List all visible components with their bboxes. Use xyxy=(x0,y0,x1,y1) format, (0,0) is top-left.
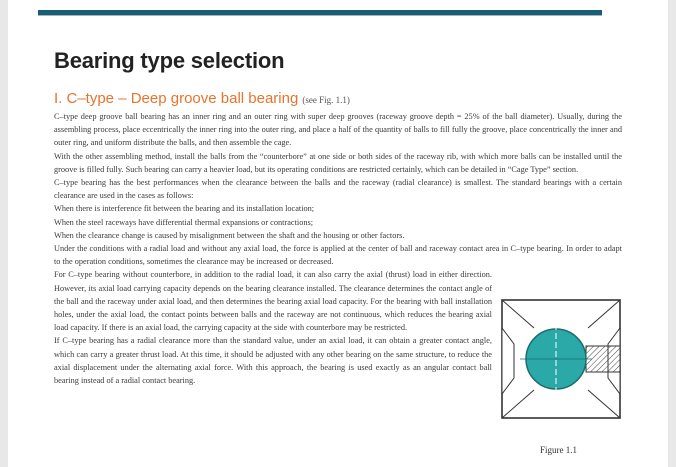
paragraph-axial-load: For C–type bearing without counterbore, in addition to the radial load, it can also carry the axial (thrust) load in either direction. However, its axial load carrying capacity depends on the bearing clearance installed. The clearance determines the contact angle of the ball and the raceway under axial load, and then determines the bearing axial load capacity. For the bearing with ball installation holes, under the axial load, the contact points between balls and the raceway are not continuous, which reduces the bearing axial load capacity. If there is an axial load, the carrying capacity at the side with counterbore may be restricted. xyxy=(54,270,492,333)
section-heading-text: I. C–type – Deep groove ball bearing xyxy=(54,90,299,107)
paragraph-radial-load: Under the conditions with a radial load and without any axial load, the force is applied at the center of ball and raceway contact area in C–type bearing. In order to adapt to the operation conditions, sometimes the clearance may be increased or decreased. xyxy=(54,244,622,267)
paragraph-clearance: C–type bearing has the best performances when the clearance between the balls and the raceway (radial clearance) is smallest. The standard bearings with a certain clearance are used in the cases as follows: xyxy=(54,178,622,201)
paragraph-case-thermal: When the steel raceways have differential thermal expansions or contractions; xyxy=(54,217,314,227)
paragraph-case-misalignment: When the clearance change is caused by misalignment between the shaft and the housing or other factors. xyxy=(54,230,405,240)
header-band-underline xyxy=(38,15,602,16)
figure-caption: Figure 1.1 xyxy=(540,445,577,455)
page-right-margin xyxy=(668,0,676,467)
paragraph-case-interference: When there is interference fit between the bearing and its installation location; xyxy=(54,204,315,214)
bearing-cross-section-figure xyxy=(500,298,622,420)
figure-reference: (see Fig. 1.1) xyxy=(302,95,350,105)
paragraph-assembly: C–type deep groove ball bearing has an inner ring and an outer ring with super deep grooves (raceway groove depth = 25% of the ball diameter). Usually, during the assembling process, place eccentrically the inner ring into the outer ring, and place a half of the quantity of balls to fill fully the groove, place concentrically the inner and outer ring, and uniform distribute the balls, and then assemble the cage. xyxy=(54,112,622,148)
page-title: Bearing type selection xyxy=(54,48,285,73)
section-heading xyxy=(54,90,350,108)
paragraph-large-clearance: If C–type bearing has a radial clearance more than the standard value, under an axial load, it can obtain a greater contact angle, which can carry a greater thrust load. At this time, it should be adjusted with any other bearing on the same structure, to reduce the axial displacement under the alternating axial force. With this approach, the bearing is used exactly as an angular contact ball bearing instead of a radial contact bearing. xyxy=(54,336,492,386)
paragraph-counterbore: With the other assembling method, install the balls from the “counterbore” at one side or both sides of the raceway rib, with which more balls can be installed until the groove is filled fully. Such bearing can carry a heavier load, but its operating conditions are restricted certainly, which can be detailed in “Cage Type” section. xyxy=(54,151,622,174)
page-left-margin xyxy=(0,0,8,467)
